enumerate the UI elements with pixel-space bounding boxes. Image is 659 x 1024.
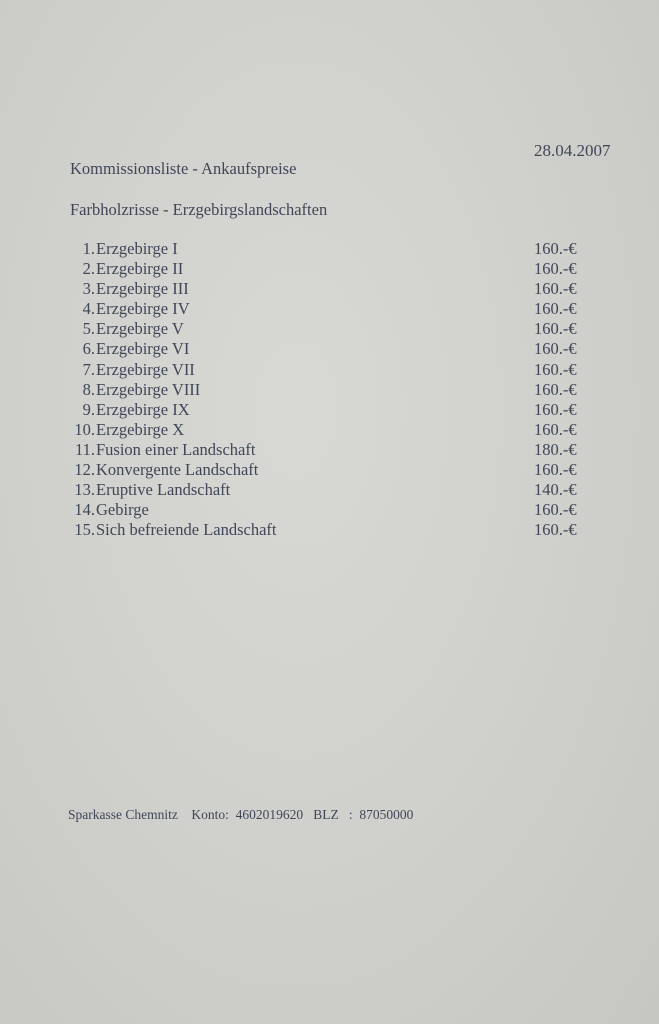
item-price: 160.-€ bbox=[534, 259, 577, 279]
item-name: Erzgebirge IX bbox=[96, 399, 190, 419]
list-item bbox=[70, 360, 590, 380]
item-name: Erzgebirge I bbox=[96, 239, 178, 258]
list-item bbox=[70, 500, 590, 520]
item-price: 160.-€ bbox=[534, 319, 577, 339]
list-item bbox=[70, 440, 590, 460]
item-price: 160.-€ bbox=[534, 379, 577, 399]
item-number: 2. bbox=[82, 259, 95, 279]
list-item bbox=[70, 520, 590, 540]
document-date: 28.04.2007 bbox=[534, 141, 611, 160]
item-number: 7. bbox=[82, 359, 95, 379]
list-item bbox=[70, 460, 590, 480]
bank-details-footer: Sparkasse Chemnitz Konto: 4602019620 BLZ : 87050000 bbox=[68, 807, 414, 822]
item-number: 6. bbox=[82, 339, 95, 359]
list-item bbox=[70, 480, 590, 500]
item-number: 10. bbox=[74, 419, 95, 439]
item-name: Erzgebirge II bbox=[96, 259, 184, 279]
item-name: Erzgebirge V bbox=[96, 319, 184, 339]
list-item bbox=[70, 420, 590, 440]
list-item bbox=[70, 400, 590, 420]
item-price: 160.-€ bbox=[534, 359, 577, 379]
list-item bbox=[70, 239, 590, 259]
list-item bbox=[70, 380, 590, 400]
item-price: 160.-€ bbox=[534, 399, 577, 419]
list-item bbox=[70, 339, 590, 359]
document-title: Kommissionsliste - Ankaufspreise bbox=[70, 159, 297, 178]
item-name: Erzgebirge IV bbox=[96, 299, 190, 319]
item-name: Erzgebirge VIII bbox=[96, 379, 201, 399]
item-name: Sich befreiende Landschaft bbox=[96, 520, 277, 540]
item-number: 12. bbox=[74, 460, 95, 480]
item-name: Erzgebirge III bbox=[96, 279, 189, 299]
item-price: 160.-€ bbox=[534, 500, 577, 520]
price-list bbox=[70, 239, 590, 540]
list-item bbox=[70, 319, 590, 339]
item-number: 15. bbox=[74, 520, 95, 540]
item-number: 11. bbox=[74, 439, 95, 459]
list-item bbox=[70, 279, 590, 299]
item-number: 8. bbox=[82, 379, 95, 399]
item-price: 160.-€ bbox=[534, 279, 577, 299]
item-name: Eruptive Landschaft bbox=[96, 480, 231, 500]
item-price: 160.-€ bbox=[534, 520, 577, 540]
item-number: 14. bbox=[74, 500, 95, 520]
item-number: 5. bbox=[82, 319, 95, 339]
item-name: Konvergente Landschaft bbox=[96, 460, 259, 480]
item-price: 160.-€ bbox=[534, 239, 577, 258]
list-item bbox=[70, 259, 590, 279]
item-name: Gebirge bbox=[96, 500, 149, 520]
item-price: 140.-€ bbox=[534, 480, 577, 500]
item-name: Erzgebirge VII bbox=[96, 359, 195, 379]
item-price: 180.-€ bbox=[534, 439, 577, 459]
item-name: Erzgebirge VI bbox=[96, 339, 190, 359]
item-price: 160.-€ bbox=[534, 460, 577, 480]
item-name: Fusion einer Landschaft bbox=[96, 439, 256, 459]
item-price: 160.-€ bbox=[534, 419, 577, 439]
item-price: 160.-€ bbox=[534, 339, 577, 359]
item-name: Erzgebirge X bbox=[96, 419, 185, 439]
item-number: 13. bbox=[74, 480, 95, 500]
document-subtitle: Farbholzrisse - Erzgebirgslandschaften bbox=[70, 200, 328, 219]
item-price: 160.-€ bbox=[534, 299, 577, 319]
item-number: 1. bbox=[82, 239, 95, 258]
item-number: 3. bbox=[82, 279, 95, 299]
item-number: 9. bbox=[82, 399, 95, 419]
list-item bbox=[70, 299, 590, 319]
item-number: 4. bbox=[82, 299, 95, 319]
